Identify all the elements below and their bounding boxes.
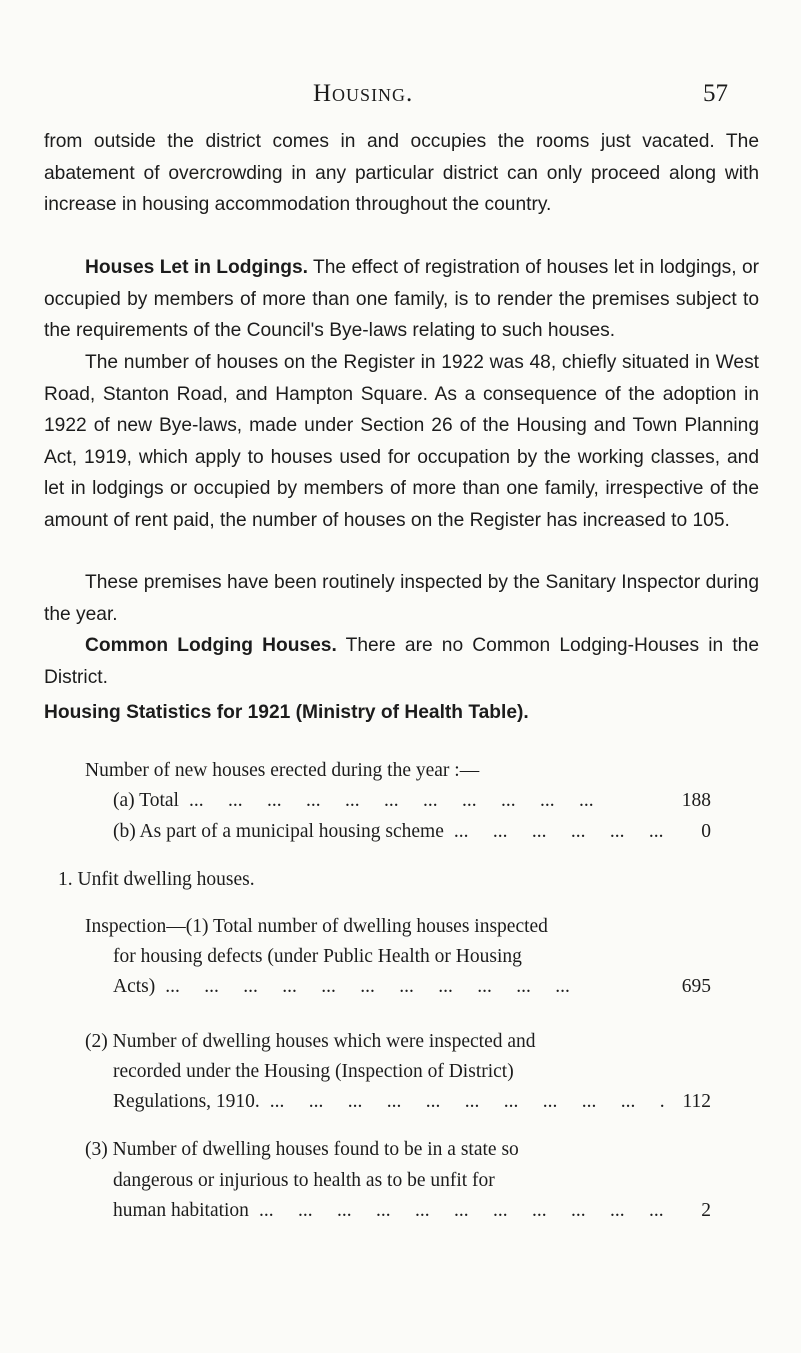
paragraph-common-lodging	[44, 630, 759, 693]
stats-insp1-line3: Acts)	[113, 976, 156, 997]
stats-insp2-line3: Regulations, 1910.	[113, 1091, 260, 1112]
leader-dots	[260, 1091, 665, 1113]
stats-value-municipal: 0	[701, 821, 711, 842]
leader-dots	[179, 790, 665, 812]
stats-label-municipal: (b) As part of a municipal housing scheme	[113, 821, 444, 842]
leader-dots	[249, 1200, 665, 1222]
page-number: 57	[703, 80, 728, 107]
running-header	[0, 80, 801, 114]
stats-row-insp1	[113, 976, 711, 998]
stats-row-municipal	[113, 821, 711, 843]
stats-insp2-line1: (2) Number of dwelling houses which were inspected and	[85, 1031, 536, 1052]
leader-dots	[155, 976, 665, 998]
paragraph-common-lodging-body: There are no Common Lodging-Houses in the District.	[44, 635, 759, 688]
stats-row-insp2	[113, 1091, 711, 1113]
running-title: Housing.	[313, 80, 414, 107]
stats-row-insp3	[113, 1200, 711, 1222]
paragraph-register: The number of houses on the Register in 1922 was 48, chiefly situated in West Road, Stanton Road, and Hampton Square. As a consequence of the adoption in 1922 of new Bye-laws, made under Section 26 of the Housing and Town Planning Act, 1919, which apply to houses used for occupation by the working classes, and let in lodgings or occupied by members of more than one family, irrespective of the amount of rent paid, the number of houses on the Register has increased to 105.	[44, 352, 759, 531]
stats-unfit-heading: 1. Unfit dwelling houses.	[58, 869, 255, 890]
stats-insp3-line1: (3) Number of dwelling houses found to be in a state so	[85, 1139, 519, 1160]
stats-insp1-line1: Inspection—(1) Total number of dwelling houses inspected	[85, 916, 548, 937]
stats-value-insp2: 112	[682, 1091, 711, 1112]
section-heading-common-lodging: Common Lodging Houses.	[85, 635, 337, 656]
stats-insp3-line3: human habitation	[113, 1200, 249, 1221]
stats-value-insp1: 695	[681, 976, 711, 997]
section-heading-lodgings: Houses Let in Lodgings.	[85, 257, 308, 278]
paragraph-overcrowding: from outside the district comes in and occupies the rooms just vacated. The abatement of overcrowding in any particular district can only proceed along with increase in housing accommodation throughout the country.	[44, 131, 759, 216]
stats-intro: Number of new houses erected during the year :—	[85, 760, 480, 781]
paragraph-inspection: These premises have been routinely inspected by the Sanitary Inspector during the year.	[44, 572, 759, 625]
stats-label-total: (a) Total	[113, 790, 179, 811]
stats-value-insp3: 2	[701, 1200, 711, 1221]
stats-value-total: 188	[681, 790, 711, 811]
stats-insp1-line2: for housing defects (under Public Health or Housing	[113, 946, 522, 967]
paragraph-lodgings	[44, 252, 759, 347]
stats-insp3-line2: dangerous or injurious to health as to be unfit for	[113, 1170, 495, 1191]
paragraph-lodgings-body: The effect of registration of houses let in lodgings, or occupied by members of more than one family, is to render the premises subject to the requirements of the Council's Bye-laws relating to such houses.	[44, 257, 760, 342]
leader-dots	[444, 821, 665, 843]
stats-row-total	[113, 790, 711, 812]
stats-insp2-line2: recorded under the Housing (Inspection of District)	[113, 1061, 514, 1082]
stats-title: Housing Statistics for 1921 (Ministry of Health Table).	[44, 702, 529, 723]
